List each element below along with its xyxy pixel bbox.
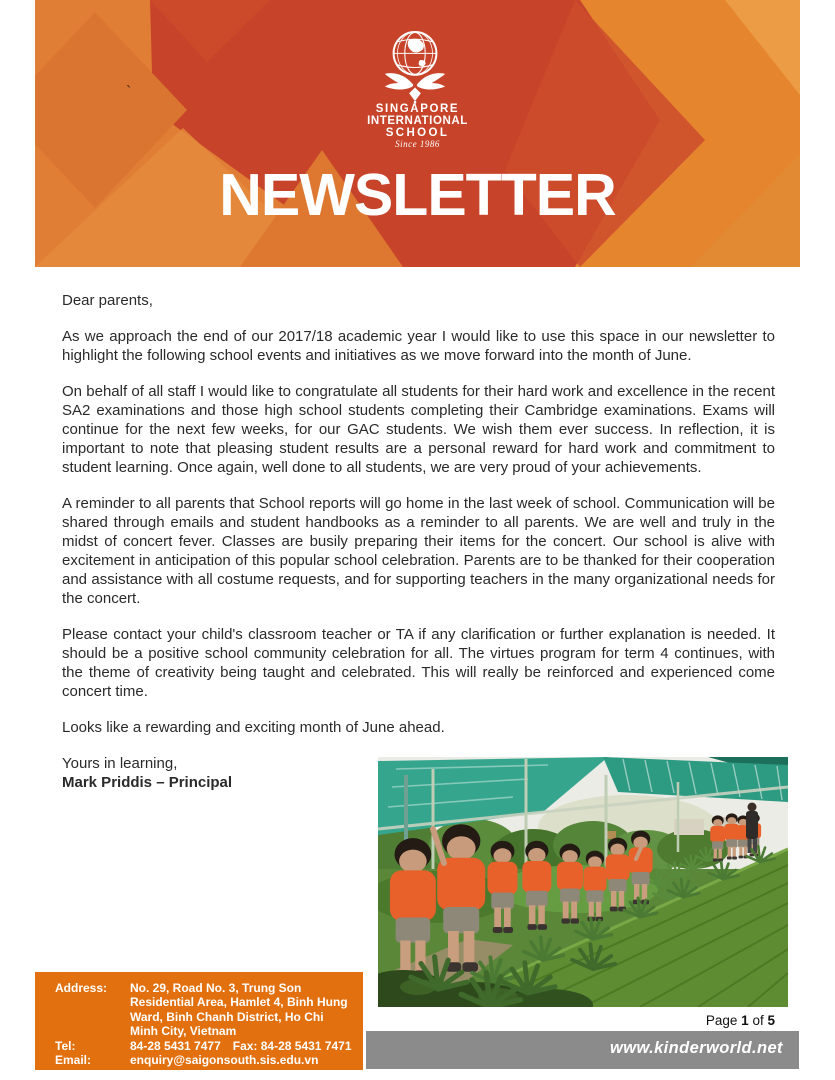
closing: Yours in learning, <box>62 755 178 772</box>
paragraph-1: As we approach the end of our 2017/18 academic year I would like to use this space in our newsletter to highlight the following school events and initiatives as we move forward into the month of June. <box>62 328 775 364</box>
tel-value <box>130 1039 358 1054</box>
paragraph-2: On behalf of all staff I would like to congratulate all students for their hard work and excellence in the recent SA2 examinations and those high school students completing their Cambridge examinations. Exams will continue for the next few weeks, for our GAC students. We wish them ever success. In reflection, it is important to note that pleasing student results are a personal reward for hard work and commitment to student learning. Once again, well done to all students, we are very proud of your achievements. <box>62 383 775 476</box>
page-word: Page <box>705 1013 738 1028</box>
email-value: enquiry@saigonsouth.sis.edu.vn <box>130 1052 319 1067</box>
address-value <box>130 981 358 1039</box>
newsletter-title: NEWSLETTER <box>219 162 616 228</box>
signature: Mark Priddis – Principal <box>62 774 233 791</box>
page-of: of <box>752 1013 764 1028</box>
stray-mark: ` <box>126 84 132 101</box>
contact-box <box>35 972 363 1070</box>
paragraph-5: Looks like a rewarding and exciting month of June ahead. <box>62 719 445 736</box>
page-indicator <box>706 1013 775 1028</box>
address-line-1: No. 29, Road No. 3, Trung Son <box>130 980 302 995</box>
address-line-3: Ward, Binh Chanh District, Ho Chi <box>130 1009 324 1024</box>
salutation: Dear parents, <box>62 292 153 309</box>
logo-text-school: SCHOOL <box>385 127 450 139</box>
tel-label: Tel: <box>55 1038 76 1053</box>
page-total: 5 <box>767 1013 775 1028</box>
website-url: www.kinderworld.net <box>610 1039 783 1057</box>
website-bar <box>366 1031 799 1069</box>
garden-photo <box>378 757 788 1007</box>
tel-number: 84-28 5431 7477 <box>130 1038 221 1053</box>
fax-number: Fax: 84-28 5431 7471 <box>232 1038 352 1053</box>
logo-text-international: INTERNATIONAL <box>367 115 468 127</box>
page-current: 1 <box>741 1013 749 1028</box>
logo-text-singapore: SINGAPORE <box>375 103 460 115</box>
email-label: Email: <box>55 1052 92 1067</box>
letter-body <box>62 291 775 792</box>
paragraph-3: A reminder to all parents that School reports will go home in the last week of school. Communication will be shared through emails and student handbooks as a reminder to all parents. We are well and truly in the midst of concert fever. Classes are busily preparing their items for the concert. Our school is alive with excitement in anticipation of this popular school celebration. Parents are to be thanked for their cooperation and assistance with all costume requests, and for supporting teachers in the many organizational needs for the concert. <box>62 495 775 607</box>
logo-tagline: Since 1986 <box>395 139 440 149</box>
address-label: Address: <box>55 980 108 995</box>
address-line-4: Minh City, Vietnam <box>130 1024 237 1039</box>
globe-wings-icon <box>365 30 465 104</box>
address-line-2: Residential Area, Hamlet 4, Binh Hung <box>130 995 348 1010</box>
header-banner <box>35 0 800 267</box>
paragraph-4: Please contact your child's classroom teacher or TA if any clarification or further explanation is needed. It should be a positive school community celebration for all. The virtues program for term 4 continues, with the theme of creativity being taught and celebrated. This will really be reinforced and experienced come concert time. <box>62 626 775 700</box>
garden-photo-illustration <box>378 757 788 1007</box>
